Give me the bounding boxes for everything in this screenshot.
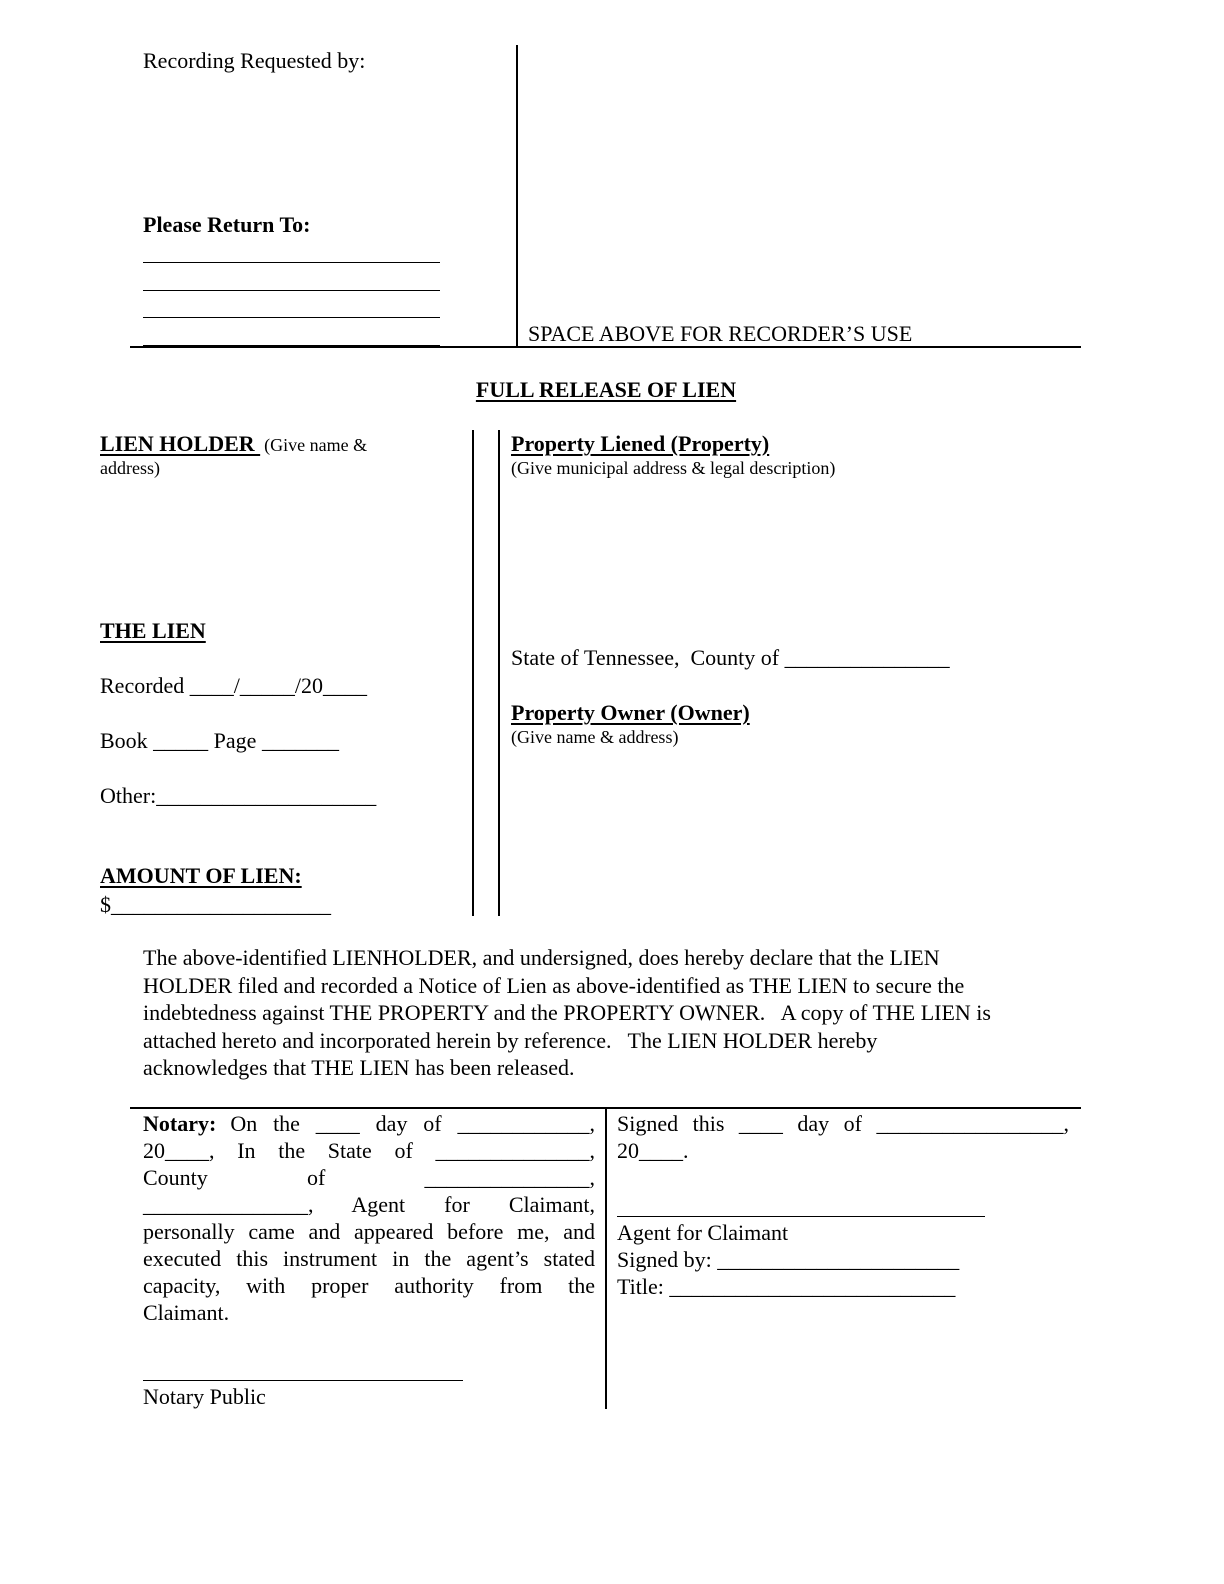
- return-address-line-3[interactable]: [143, 317, 440, 318]
- notary-county-field[interactable]: County of _______________,: [143, 1165, 595, 1190]
- declaration-line: indebtedness against THE PROPERTY and the PROPERTY OWNER. A copy of THE LIEN is: [143, 1000, 991, 1025]
- declaration-line: attached hereto and incorporated herein by reference. The LIEN HOLDER hereby: [143, 1027, 878, 1053]
- recorded-date-field[interactable]: Recorded ____/_____/20____: [100, 673, 368, 698]
- agent-for-claimant-label: Agent for Claimant: [617, 1220, 789, 1245]
- lien-holder-heading-row: [100, 430, 367, 457]
- other-field[interactable]: Other:____________________: [100, 783, 377, 808]
- return-address-line-2[interactable]: [143, 290, 440, 291]
- declaration-line: The above-identified LIENHOLDER, and undersigned, does hereby declare that the LIEN: [143, 945, 940, 970]
- recorder-divider: [516, 45, 518, 346]
- header-rule: [130, 346, 1081, 348]
- title-field[interactable]: Title: __________________________: [617, 1274, 956, 1299]
- property-hint: (Give municipal address & legal description): [511, 458, 836, 478]
- notary-date-field[interactable]: On the ____ day of ____________,: [230, 1111, 595, 1136]
- lien-holder-heading: LIEN HOLDER: [100, 431, 261, 456]
- amount-field[interactable]: $____________________: [100, 892, 331, 917]
- document-title: FULL RELEASE OF LIEN: [475, 377, 737, 402]
- notary-block: [143, 1110, 595, 1326]
- declaration-line: HOLDER filed and recorded a Notice of Lien as above-identified as THE LIEN to secure the: [143, 972, 965, 998]
- owner-hint: (Give name & address): [511, 727, 679, 747]
- signed-block: [617, 1110, 1069, 1164]
- notary-signature-line[interactable]: [143, 1380, 463, 1381]
- notary-label: Notary:: [143, 1111, 217, 1136]
- recording-requested-label: Recording Requested by:: [143, 48, 366, 73]
- agent-signature-line[interactable]: [617, 1216, 985, 1217]
- signature-table-divider: [605, 1107, 607, 1409]
- lien-holder-hint: (Give name &: [264, 435, 368, 455]
- return-address-line-1[interactable]: [143, 262, 440, 263]
- signed-by-field[interactable]: Signed by: ______________________: [617, 1247, 960, 1272]
- notary-text-line: Claimant.: [143, 1300, 230, 1325]
- notary-text-line: capacity, with proper authority from the: [143, 1273, 595, 1298]
- recorder-space-label: SPACE ABOVE FOR RECORDER’S USE: [528, 321, 913, 346]
- column-divider-left: [472, 430, 474, 916]
- notary-text-line: executed this instrument in the agent’s stated: [143, 1246, 595, 1271]
- owner-heading: Property Owner (Owner): [511, 700, 750, 725]
- column-divider-right: [498, 430, 500, 916]
- notary-text-line: personally came and appeared before me, and: [143, 1219, 595, 1244]
- the-lien-heading: THE LIEN: [100, 618, 206, 643]
- notary-line-1: [143, 1110, 595, 1137]
- signed-date-field[interactable]: Signed this ____ day of _________________,: [617, 1111, 1069, 1136]
- notary-public-label: Notary Public: [143, 1384, 266, 1409]
- notary-agent-field[interactable]: _______________, Agent for Claimant,: [143, 1192, 595, 1217]
- state-county-field[interactable]: State of Tennessee, County of _______________: [511, 645, 950, 670]
- declaration-line: acknowledges that THE LIEN has been released.: [143, 1055, 575, 1080]
- signed-year-field[interactable]: 20____.: [617, 1138, 689, 1163]
- book-page-field[interactable]: Book _____ Page _______: [100, 728, 339, 753]
- property-heading: Property Liened (Property): [511, 431, 770, 456]
- amount-heading: AMOUNT OF LIEN:: [100, 863, 302, 888]
- notary-state-field[interactable]: 20____, In the State of ______________,: [143, 1138, 595, 1163]
- please-return-label: Please Return To:: [143, 212, 311, 237]
- lien-holder-hint-continued: address): [100, 458, 160, 478]
- declaration-paragraph: [143, 944, 1078, 1082]
